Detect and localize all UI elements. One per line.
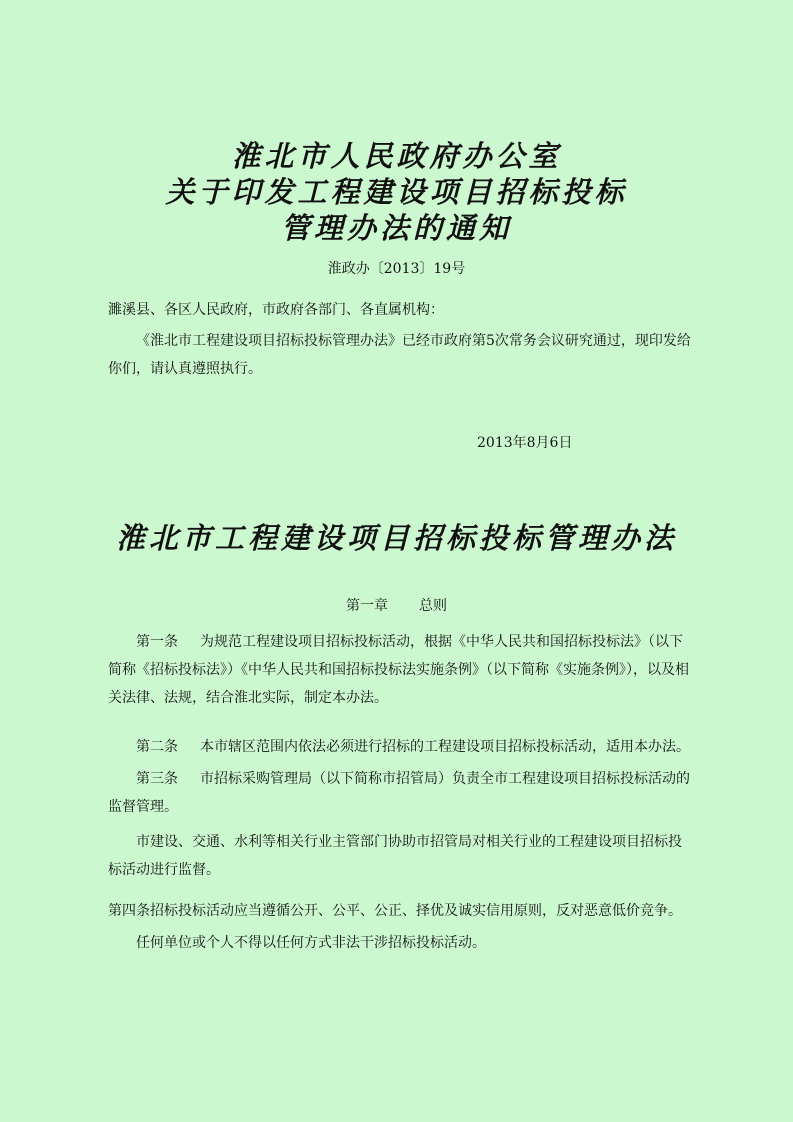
article-text: 招标投标活动应当遵循公开、公平、公正、择优及诚实信用原则，反对恶意低价竞争。 (150, 903, 682, 919)
notice-body: 《淮北市工程建设项目招标投标管理办法》已经市政府第5次常务会议研究通过，现印发给你们，请认真遵照执行。 (108, 333, 691, 377)
notice-title-line-1: 淮北市人民政府办公室 (231, 139, 562, 173)
article-3 (108, 765, 693, 821)
article-label: 第二条 (136, 739, 178, 755)
chapter-number: 第一章 (346, 598, 389, 614)
notice-title (0, 138, 793, 246)
chapter-name: 总则 (418, 598, 447, 614)
article-text: 本市辖区范围内依法必须进行招标的工程建设项目招标投标活动，适用本办法。 (200, 739, 690, 755)
recipients: 濉溪县、各区人民政府，市政府各部门、各直属机构： (108, 302, 444, 318)
article-4-paragraph-2 (108, 929, 693, 957)
article-label: 第一条 (136, 634, 178, 650)
article-text: 市建设、交通、水利等相关行业主管部门协助市招管局对相关行业的工程建设项目招标投标活动进行监督。 (108, 834, 682, 878)
article-label: 第四条 (108, 903, 150, 919)
measures-title: 淮北市工程建设项目招标投标管理办法 (115, 521, 677, 555)
article-2 (108, 733, 693, 761)
article-1 (108, 628, 693, 712)
notice-title-line-3: 管理办法的通知 (280, 211, 512, 245)
article-text: 为规范工程建设项目招标投标活动，根据《中华人民共和国招标投标法》（以下简称《招标投标法》）《中华人民共和国招标投标法实施条例》（以下简称《实施条例》），以及相关法律、法规，结合淮北实际，制定本办法。 (108, 634, 689, 706)
issue-date: 2013年8月6日 (477, 435, 573, 451)
chapter-heading (0, 595, 793, 615)
notice-title-line-2: 关于印发工程建设项目招标投标 (165, 175, 628, 209)
article-label: 第三条 (136, 771, 178, 787)
article-4 (108, 897, 693, 925)
article-text: 市招标采购管理局（以下简称市招管局）负责全市工程建设项目招标投标活动的监督管理。 (108, 771, 690, 815)
article-text: 任何单位或个人不得以任何方式非法干涉招标投标活动。 (136, 935, 486, 951)
document-number: 淮政办〔2013〕19号 (327, 261, 466, 277)
article-3-paragraph-2 (108, 828, 693, 884)
